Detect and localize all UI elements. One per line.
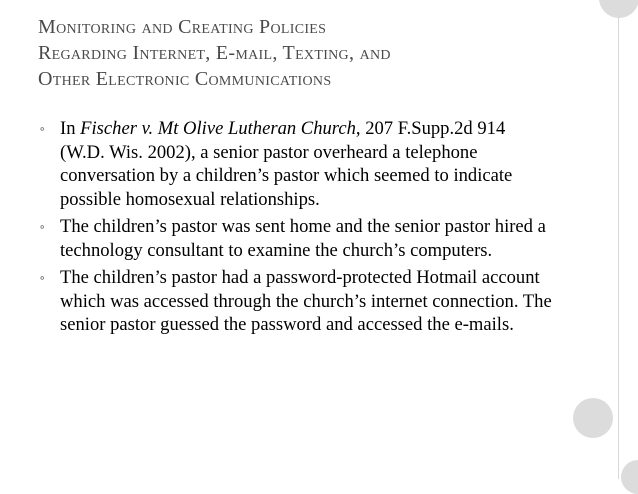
bullet-marker-icon: ∘	[39, 270, 46, 285]
title-line-3: Other Electronic Communications	[38, 68, 332, 90]
bullet-text-rest: , 207 F.Supp.2d 914 (W.D. Wis. 2002), a senior pastor overheard a telephone conversation by a children’s pastor which seemed to indicate possible homosexual relationships.	[60, 118, 513, 210]
bullet-text-prefix: In	[60, 118, 81, 139]
bullet-item-sent-home	[38, 215, 553, 262]
bullet-text: The children’s pastor had a password-protected Hotmail account which was accessed through the church’s internet connection. The senior pastor guessed the password and accessed the e-mails.	[60, 267, 552, 335]
decorative-circle-corner	[621, 460, 638, 494]
slide-border-rule	[618, 0, 619, 479]
decorative-circle-bottom	[573, 398, 613, 438]
bullet-list	[38, 117, 553, 341]
decorative-circle-top	[599, 0, 638, 18]
title-line-1: Monitoring and Creating Policies	[38, 16, 327, 38]
bullet-marker-icon: ∘	[39, 219, 46, 234]
bullet-item-hotmail	[38, 266, 553, 337]
bullet-text: The children’s pastor was sent home and the senior pastor hired a technology consultant to examine the church’s computers.	[60, 216, 546, 261]
case-citation-name: Fischer v. Mt Olive Lutheran Church	[80, 118, 356, 139]
bullet-marker-icon: ∘	[39, 121, 46, 136]
bullet-item-case-summary	[38, 117, 553, 211]
title-line-2: Regarding Internet, E-mail, Texting, and	[38, 42, 391, 64]
slide-title	[38, 14, 558, 92]
